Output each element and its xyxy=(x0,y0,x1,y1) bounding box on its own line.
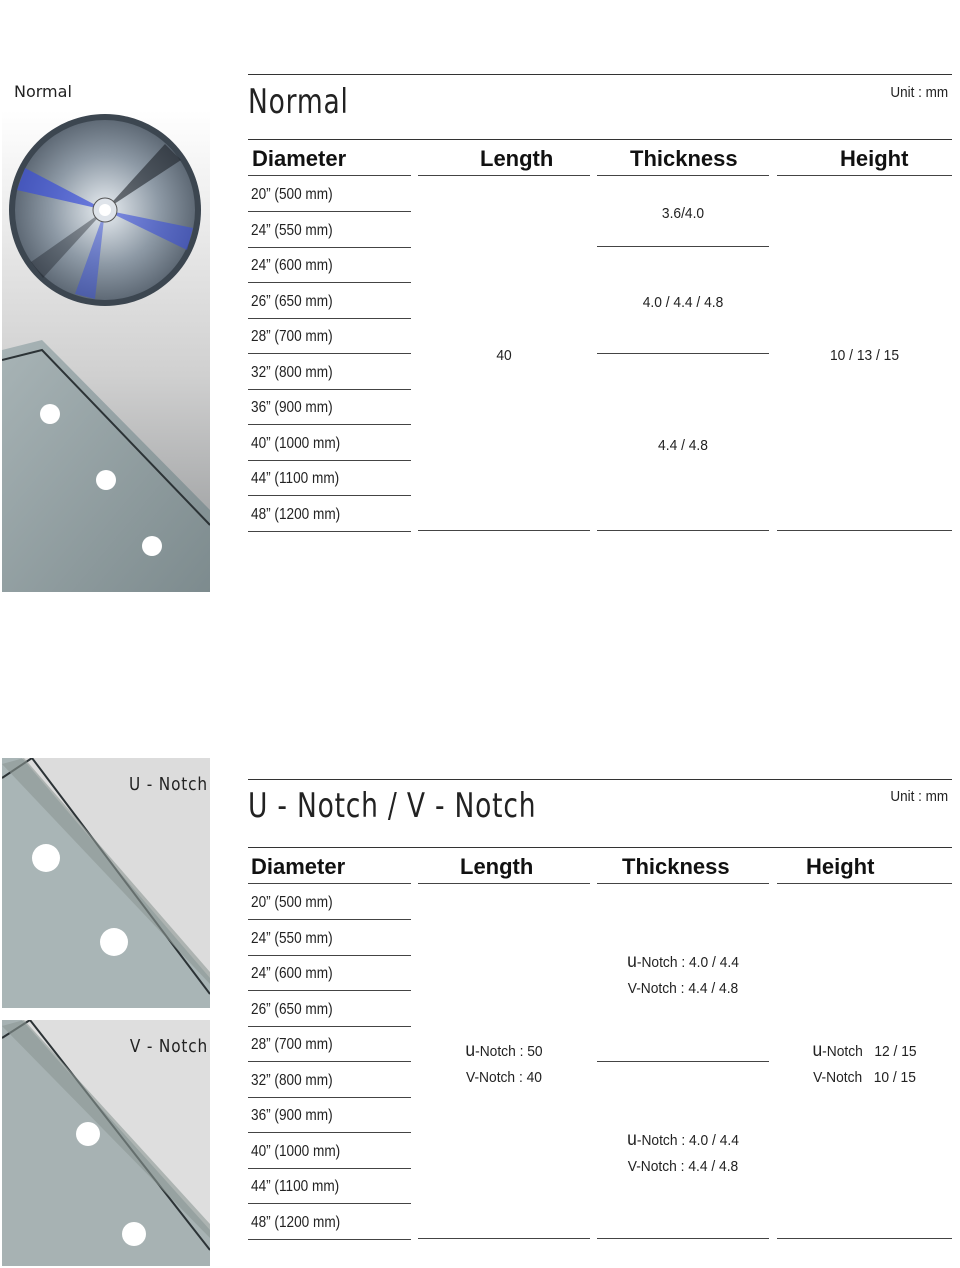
diameter-row-rule xyxy=(248,211,411,212)
diameter-row-rule xyxy=(248,1239,411,1240)
diameter-row-rule xyxy=(248,1168,411,1169)
notch-length-head-rule xyxy=(418,883,590,884)
normal-length-bottom-rule xyxy=(418,530,590,531)
diameter-cell: 40” (1000 mm) xyxy=(251,1142,341,1160)
notch-height-u-value: 12 / 15 xyxy=(874,1043,917,1060)
normal-thickness-value-3: 4.4 / 4.8 xyxy=(658,437,708,454)
notch-thickness-value-2 xyxy=(604,1127,762,1180)
notch-top-rule xyxy=(248,779,952,780)
notch-height-u-text: -Notch xyxy=(822,1043,863,1060)
normal-thickness-value-2: 4.0 / 4.4 / 4.8 xyxy=(642,294,724,311)
diameter-cell: 20” (500 mm) xyxy=(251,894,333,911)
notch-unit: Unit : mm xyxy=(890,788,948,805)
normal-length-head-rule xyxy=(418,175,590,176)
normal-spec-table xyxy=(248,72,952,542)
diameter-cell: 44” (1100 mm) xyxy=(251,1178,340,1195)
u-notch-side-label: U - Notch xyxy=(128,774,208,795)
notch-height-bottom-rule xyxy=(777,1238,952,1239)
notch-height-u xyxy=(784,1038,945,1065)
normal-header-length: Length xyxy=(480,146,554,171)
diameter-cell: 24” (600 mm) xyxy=(251,965,333,982)
normal-unit: Unit : mm xyxy=(890,84,948,101)
diameter-row-rule xyxy=(248,353,411,354)
notch-thickness-1-u-prefix: u xyxy=(627,951,637,972)
diameter-row-rule xyxy=(248,318,411,319)
notch-height-v xyxy=(784,1065,945,1091)
notch-diameter-head-rule xyxy=(248,883,411,884)
diameter-cell: 24” (600 mm) xyxy=(251,257,333,274)
notch-thickness-bottom-rule xyxy=(597,1238,769,1239)
notch-length-u xyxy=(425,1038,583,1065)
notch-spec-table xyxy=(248,778,952,1248)
diameter-cell: 28” (700 mm) xyxy=(251,328,333,345)
notch-height-value xyxy=(784,1038,945,1091)
notch-height-v-value: 10 / 15 xyxy=(873,1069,916,1086)
notch-thickness-2-v: V-Notch : 4.4 / 4.8 xyxy=(627,1158,739,1175)
notch-thickness-value-1 xyxy=(604,949,762,1002)
diameter-row-rule xyxy=(248,1203,411,1204)
diameter-cell: 32” (800 mm) xyxy=(251,363,333,381)
notch-thickness-divider xyxy=(597,1061,769,1062)
diameter-cell: 44” (1100 mm) xyxy=(251,470,340,487)
normal-thickness-value-1: 3.6/4.0 xyxy=(661,205,705,222)
notch-thickness-2-u-text: -Notch : 4.0 / 4.4 xyxy=(636,1132,739,1149)
notch-title: U - Notch / V - Notch xyxy=(248,786,537,826)
diameter-cell: 36” (900 mm) xyxy=(251,1107,333,1124)
notch-height-v-text: V-Notch xyxy=(813,1069,863,1086)
notch-header-height: Height xyxy=(806,854,875,879)
normal-thickness-bottom-rule xyxy=(597,530,769,531)
notch-thickness-head-rule xyxy=(597,883,769,884)
diameter-cell: 24” (550 mm) xyxy=(251,929,333,947)
normal-length-value: 40 xyxy=(496,347,512,364)
normal-title: Normal xyxy=(248,82,349,122)
diameter-row-rule xyxy=(248,531,411,532)
normal-height-head-rule xyxy=(777,175,952,176)
diameter-row-rule xyxy=(248,495,411,496)
notch-header-diameter: Diameter xyxy=(251,854,346,879)
normal-height-value: 10 / 13 / 15 xyxy=(829,347,900,364)
normal-side-label: Normal xyxy=(14,82,72,101)
diameter-cell: 28” (700 mm) xyxy=(251,1036,333,1053)
diameter-cell: 24” (550 mm) xyxy=(251,221,333,239)
diameter-row-rule xyxy=(248,1097,411,1098)
normal-height-bottom-rule xyxy=(777,530,952,531)
normal-thickness-divider-2 xyxy=(597,353,769,354)
diameter-cell: 48” (1200 mm) xyxy=(251,1213,341,1231)
diameter-row-rule xyxy=(248,389,411,390)
diameter-row-rule xyxy=(248,990,411,991)
notch-header-thickness: Thickness xyxy=(622,854,730,879)
diameter-row-rule xyxy=(248,247,411,248)
notch-height-u-prefix: u xyxy=(812,1040,823,1061)
notch-thickness-1-v: V-Notch : 4.4 / 4.8 xyxy=(627,980,739,997)
diameter-cell: 36” (900 mm) xyxy=(251,399,333,416)
notch-length-u-text: -Notch : 50 xyxy=(475,1043,543,1060)
normal-thickness-divider-1 xyxy=(597,246,769,247)
u-notch-blade-photo xyxy=(2,758,210,1008)
normal-header-diameter: Diameter xyxy=(252,146,347,171)
diameter-cell: 20” (500 mm) xyxy=(251,186,333,203)
normal-header-thickness: Thickness xyxy=(630,146,738,171)
diameter-cell: 26” (650 mm) xyxy=(251,292,333,310)
notch-thickness-2-u xyxy=(604,1127,762,1154)
notch-thickness-1-u xyxy=(604,949,762,976)
normal-thickness-head-rule xyxy=(597,175,769,176)
notch-thickness-2-u-prefix: u xyxy=(627,1129,637,1150)
diameter-cell: 48” (1200 mm) xyxy=(251,505,341,523)
diameter-row-rule xyxy=(248,1026,411,1027)
diameter-row-rule xyxy=(248,424,411,425)
notch-height-head-rule xyxy=(777,883,952,884)
notch-thickness-1-u-text: -Notch : 4.0 / 4.4 xyxy=(636,954,739,971)
v-notch-side-label: V - Notch xyxy=(129,1036,208,1057)
diameter-cell: 40” (1000 mm) xyxy=(251,434,341,452)
diameter-row-rule xyxy=(248,460,411,461)
diameter-row-rule xyxy=(248,1061,411,1062)
normal-top-rule xyxy=(248,74,952,75)
notch-header-length: Length xyxy=(460,854,534,879)
normal-blade-photo xyxy=(2,110,210,592)
notch-length-value xyxy=(425,1038,583,1091)
notch-header-rule xyxy=(248,847,952,848)
normal-header-rule xyxy=(248,139,952,140)
notch-length-v: V-Notch : 40 xyxy=(466,1069,542,1086)
diameter-row-rule xyxy=(248,1132,411,1133)
notch-length-u-prefix: u xyxy=(465,1040,476,1061)
diameter-row-rule xyxy=(248,282,411,283)
notch-length-bottom-rule xyxy=(418,1238,590,1239)
diameter-cell: 26” (650 mm) xyxy=(251,1000,333,1018)
normal-header-height: Height xyxy=(840,146,909,171)
normal-diameter-head-rule xyxy=(248,175,411,176)
diameter-cell: 32” (800 mm) xyxy=(251,1071,333,1089)
diameter-row-rule xyxy=(248,919,411,920)
diameter-row-rule xyxy=(248,955,411,956)
